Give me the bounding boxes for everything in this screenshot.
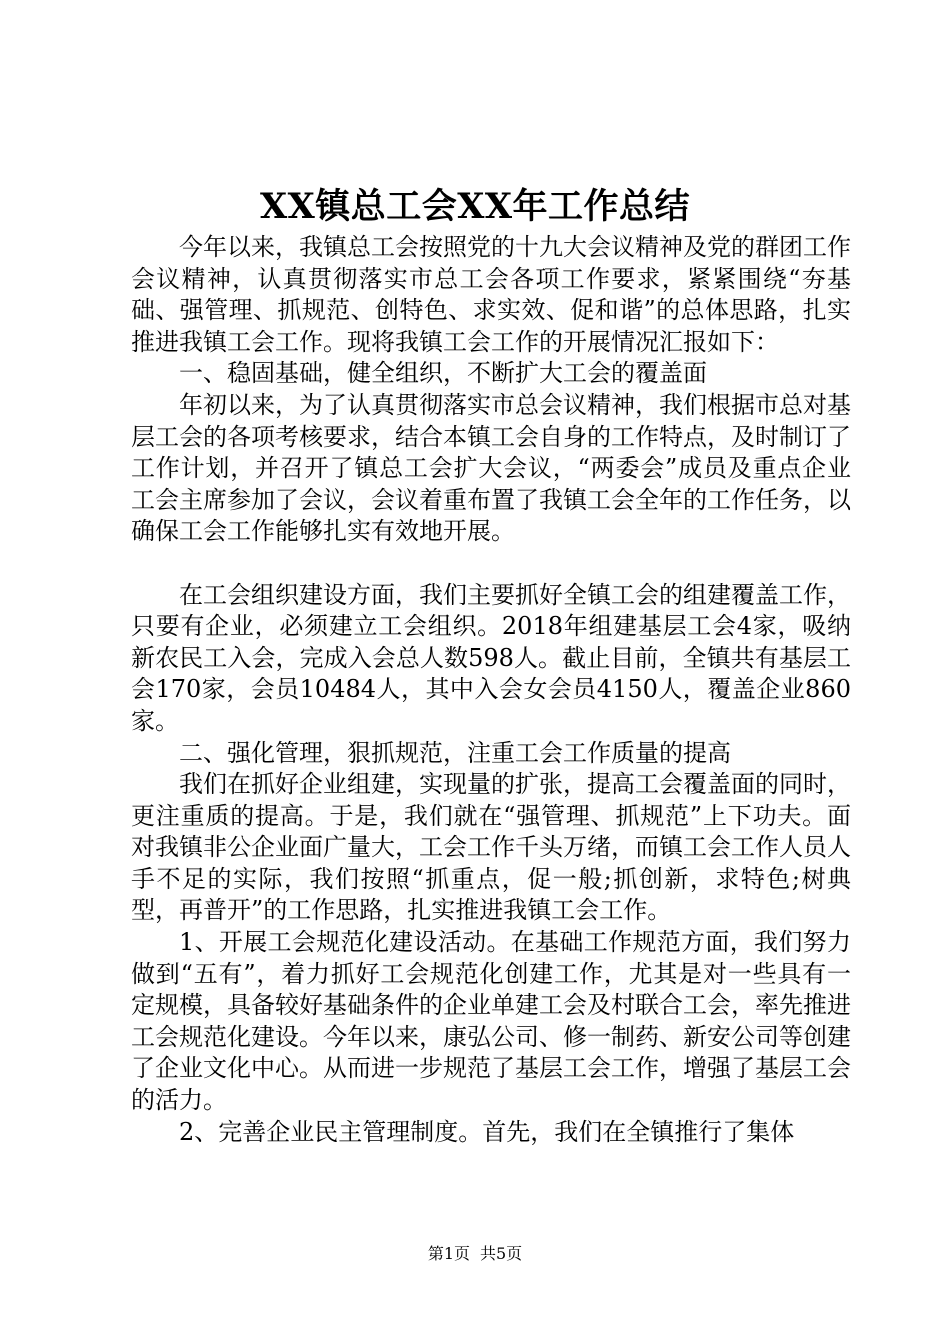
page-footer bbox=[0, 1243, 950, 1265]
paragraph-management: 我们在抓好企业组建，实现量的扩张，提高工会覆盖面的同时，更注重质的提高。于是，我们就在“强管理、抓规范”上下功夫。面对我镇非公企业面广量大，工会工作千头万绪，而镇工会工作人员人手不足的实际，我们按照“抓重点，促一般;抓创新，求特色;树典型，再普开”的工作思路，扎实推进我镇工会工作。 bbox=[131, 770, 851, 925]
paragraph-plan: 年初以来，为了认真贯彻落实市总会议精神，我们根据市总对基层工会的各项考核要求，结合本镇工会自身的工作特点，及时制订了工作计划，并召开了镇总工会扩大会议，“两委会”成员及重点企业工会主席参加了会议，会议着重布置了我镇工会全年的工作任务，以确保工会工作能够扎实有效地开展。 bbox=[131, 390, 851, 546]
paragraph-organization: 在工会组织建设方面，我们主要抓好全镇工会的组建覆盖工作，只要有企业，必须建立工会组织。2018年组建基层工会4家，吸纳新农民工入会，完成入会总人数598人。截止目前，全镇共有基层工会170家，会员10484人，其中入会女会员4150人，覆盖企业860家。 bbox=[131, 580, 851, 735]
page-total: 共5页 bbox=[480, 1244, 523, 1263]
paragraph-item-1: 1、开展工会规范化建设活动。在基础工作规范方面，我们努力做到“五有”，着力抓好工会规范化创建工作，尤其是对一些具有一定规模，具备较好基础条件的企业单建工会及村联合工会，率先推进工会规范化建设。今年以来，康弘公司、修一制药、新安公司等创建了企业文化中心。从而进一步规范了基层工会工作，增强了基层工会的活力。 bbox=[131, 928, 851, 1115]
document-title: XX镇总工会XX年工作总结 bbox=[259, 186, 691, 227]
page-number: 第1页 bbox=[427, 1244, 470, 1263]
paragraph-item-2: 2、完善企业民主管理制度。首先，我们在全镇推行了集体 bbox=[179, 1117, 795, 1146]
paragraph-intro: 今年以来，我镇总工会按照党的十九大会议精神及党的群团工作会议精神，认真贯彻落实市总工会各项工作要求，紧紧围绕“夯基础、强管理、抓规范、创特色、求实效、促和谐”的总体思路，扎实推进我镇工会工作。现将我镇工会工作的开展情况汇报如下： bbox=[131, 233, 851, 356]
document-body bbox=[131, 232, 851, 1148]
section-heading-1: 一、稳固基础，健全组织，不断扩大工会的覆盖面 bbox=[179, 359, 707, 388]
section-heading-2: 二、强化管理，狠抓规范，注重工会工作质量的提高 bbox=[179, 738, 731, 767]
